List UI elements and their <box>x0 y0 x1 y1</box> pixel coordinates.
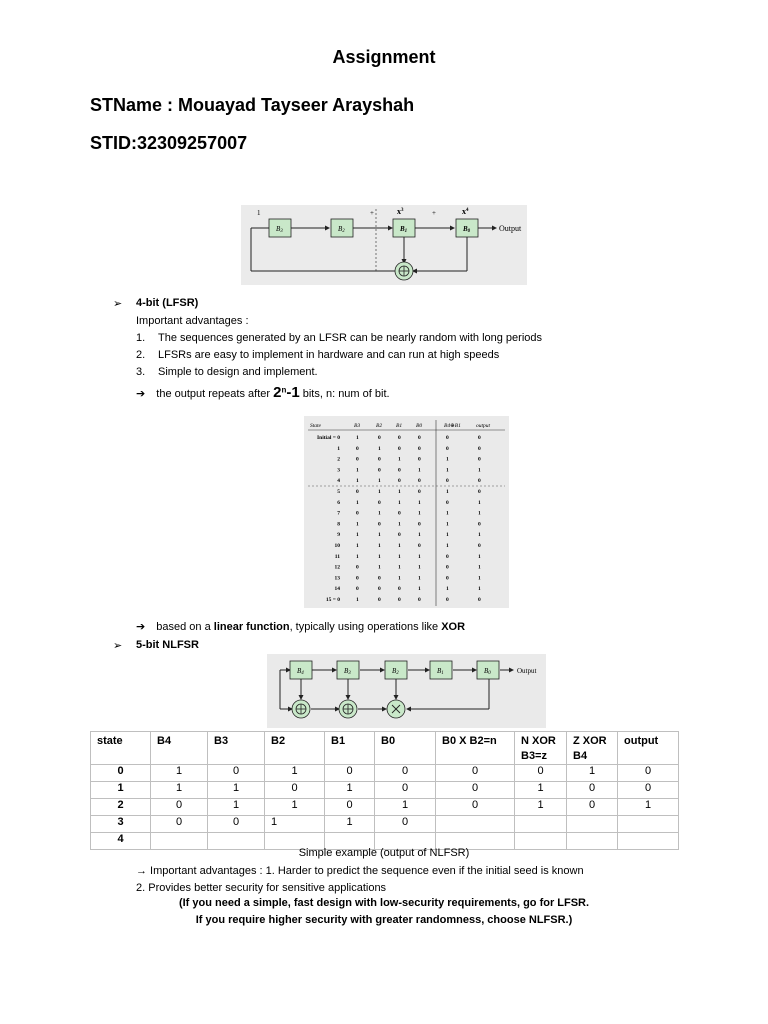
state-table-cell: 0 <box>446 478 449 485</box>
table-header-row <box>91 732 679 765</box>
table-cell: 0 <box>567 799 618 816</box>
state-table-cell: 0 <box>478 478 481 485</box>
svg-text:B1: B1 <box>400 225 408 234</box>
conclusion-line2: If you require higher security with greater randomness, choose NLFSR.) <box>195 914 573 926</box>
state-table-cell: 1 <box>356 435 359 441</box>
lfsr-cell-b1 <box>393 219 415 237</box>
state-table-cell: 1 <box>356 553 359 560</box>
nlfsr-diagram <box>267 654 546 728</box>
lfsr-heading: 4-bit (LFSR) <box>136 297 199 309</box>
state-table-cell: 0 <box>446 499 449 506</box>
bullet-icon: ➢ <box>113 298 123 310</box>
state-table-cell: 1 <box>378 564 381 571</box>
table-cell: 0 <box>375 782 436 799</box>
state-table-cell: 0 <box>446 435 449 441</box>
state-table-cell: 0 <box>446 445 449 452</box>
nlfsr-cell-b2 <box>385 661 407 679</box>
state-table-cell: 0 <box>446 597 449 603</box>
state-table-cell: 6 <box>337 499 340 506</box>
state-table-cell: 0 <box>356 510 359 517</box>
xor-icon <box>339 700 357 718</box>
state-table-cell: 1 <box>378 445 381 452</box>
state-table-cell: 0 <box>418 521 421 528</box>
and-multiply-icon <box>387 700 405 718</box>
table-cell: 2 <box>91 799 151 816</box>
state-table-cell: 1 <box>378 510 381 517</box>
state-table-cell: 0 <box>378 575 381 582</box>
state-table-cell: 1 <box>398 499 401 506</box>
state-table-cell: 0 <box>356 456 359 463</box>
list-item: 3. Simple to design and implement. <box>136 366 318 378</box>
state-table-cell: 0 <box>398 586 401 593</box>
table-header-cell: B0 <box>375 732 436 765</box>
table-cell: 0 <box>436 765 515 782</box>
state-table-cell: 1 <box>446 456 449 463</box>
table-cell: 0 <box>567 782 618 799</box>
lfsr-cell-b0 <box>456 219 478 237</box>
table-cell: 1 <box>265 816 325 833</box>
state-table-cell: 11 <box>334 553 340 560</box>
state-table-cell: 0 <box>356 445 359 452</box>
state-table-cell: 4 <box>337 478 340 485</box>
svg-text:B3: B3 <box>344 667 351 676</box>
table-cell <box>515 816 567 833</box>
state-table-header: B1 <box>396 423 403 429</box>
conclusion-line1: (If you need a simple, fast design with low-security requirements, go for LFSR. <box>178 897 590 909</box>
table-cell: 0 <box>325 765 375 782</box>
table-cell: 0 <box>618 765 679 782</box>
table-cell: 1 <box>567 765 618 782</box>
state-table-cell: 1 <box>418 467 421 474</box>
table-cell <box>436 816 515 833</box>
nlfsr-advantages-line1: → Important advantages : 1. Harder to predict the sequence even if the initial seed is known <box>136 865 584 877</box>
state-table-cell: 1 <box>356 478 359 485</box>
table-header-cell: B1 <box>325 732 375 765</box>
state-table-cell: 1 <box>378 543 381 549</box>
state-table-cell: 1 <box>446 532 449 539</box>
state-table-header: B4⊕B1 <box>444 423 461 429</box>
nlfsr-cell-b4 <box>290 661 312 679</box>
state-table-cell: 0 <box>418 445 421 452</box>
state-table-cell: 1 <box>356 521 359 528</box>
state-table-cell: 1 <box>356 543 359 549</box>
list-item: 2. LFSRs are easy to implement in hardware and can run at high speeds <box>136 349 500 361</box>
table-header-cell: B4 <box>151 732 208 765</box>
table-cell: 1 <box>515 782 567 799</box>
state-table-header: B3 <box>354 423 361 429</box>
state-table-cell: 0 <box>418 456 421 463</box>
state-table-header: B0 <box>416 423 423 429</box>
table-cell: 0 <box>618 782 679 799</box>
table-row <box>91 799 679 816</box>
svg-text:B4: B4 <box>297 667 304 676</box>
state-table-cell: 0 <box>478 445 481 452</box>
state-table-cell: 1 <box>356 532 359 539</box>
linear-function-line: ➔ based on a linear function, typically using operations like XOR <box>136 621 466 633</box>
table-row <box>91 782 679 799</box>
table-header-cell: B0 X B2=n <box>436 732 515 765</box>
state-table-cell: 2 <box>337 456 340 463</box>
state-table-cell: 0 <box>478 543 481 549</box>
state-table-cell: 13 <box>334 575 340 582</box>
state-table-cell: 0 <box>378 435 381 441</box>
state-table-cell: 1 <box>418 564 421 571</box>
lfsr-coef-x3: $x^3$ <box>397 207 404 216</box>
nlfsr-advantages-line2: 2. Provides better security for sensitive applications <box>136 882 387 894</box>
table-cell: 0 <box>325 799 375 816</box>
state-table-cell: 1 <box>478 575 481 582</box>
nlfsr-heading: 5-bit NLFSR <box>136 639 199 651</box>
table-cell: 0 <box>515 765 567 782</box>
repeat-line: ➔ the output repeats after 2$^n$-1 bits, n: num of bit. <box>136 384 390 401</box>
state-table-header: State <box>310 423 321 429</box>
table-cell: 0 <box>436 799 515 816</box>
state-table-cell: 1 <box>446 586 449 593</box>
table-cell: 0 <box>265 782 325 799</box>
state-table-cell: 0 <box>418 435 421 441</box>
state-table-cell: 0 <box>378 467 381 474</box>
table-cell: 1 <box>265 765 325 782</box>
page-title: Assignment <box>332 47 436 67</box>
state-table-cell: 1 <box>398 543 401 549</box>
state-table-cell: 1 <box>478 532 481 539</box>
nlfsr-output-label: Output <box>517 667 537 675</box>
state-table-cell: 1 <box>398 553 401 560</box>
xor-icon <box>292 700 310 718</box>
state-table-cell: 1 <box>478 499 481 506</box>
state-table-cell: 0 <box>356 575 359 582</box>
state-table-cell: 1 <box>478 553 481 560</box>
state-table-cell: 1 <box>418 532 421 539</box>
state-table-cell: 1 <box>446 467 449 474</box>
state-table-cell: 3 <box>337 467 340 474</box>
state-table-cell: 0 <box>356 564 359 571</box>
xor-icon <box>395 262 413 280</box>
table-cell: 3 <box>91 816 151 833</box>
state-table-cell: 0 <box>356 489 359 495</box>
state-table-cell: 14 <box>334 586 340 593</box>
table-cell: 4 <box>91 833 151 850</box>
state-table-cell: 1 <box>446 510 449 517</box>
list-item: 1. The sequences generated by an LFSR can be nearly random with long periods <box>136 332 543 344</box>
lfsr-cell-b3 <box>269 219 291 237</box>
table-cell: 1 <box>325 816 375 833</box>
svg-text:B2: B2 <box>392 667 399 676</box>
state-table-cell: 0 <box>378 499 381 506</box>
state-table-cell: 1 <box>398 521 401 528</box>
state-table-cell: 0 <box>378 456 381 463</box>
state-table-cell: 1 <box>446 489 449 495</box>
state-table-cell: 0 <box>378 586 381 593</box>
lfsr-coef-plus-1: + <box>370 209 374 217</box>
state-table-cell: 5 <box>337 489 340 495</box>
state-table-cell: 1 <box>418 586 421 593</box>
table-header-cell: B2 <box>265 732 325 765</box>
state-table-cell: 1 <box>337 445 340 452</box>
bullet-icon: ➢ <box>113 640 123 652</box>
state-table-cell: 10 <box>334 543 340 549</box>
nlfsr-cell-b0 <box>477 661 499 679</box>
table-cell: 0 <box>436 782 515 799</box>
table-caption: Simple example (output of NLFSR) <box>298 847 470 859</box>
state-table-cell: 1 <box>398 564 401 571</box>
table-header-cell: B3 <box>208 732 265 765</box>
table-cell: 1 <box>208 799 265 816</box>
state-table-cell: 0 <box>446 553 449 560</box>
state-table-cell: 0 <box>478 489 481 495</box>
table-header-cell: output <box>618 732 679 765</box>
table-cell: 1 <box>618 799 679 816</box>
table-cell: 1 <box>151 765 208 782</box>
state-table-cell: 0 <box>378 597 381 603</box>
table-cell: 0 <box>91 765 151 782</box>
state-table-cell: 0 <box>418 478 421 485</box>
state-table-cell: 0 <box>418 489 421 495</box>
state-table-cell: 0 <box>418 543 421 549</box>
state-table-cell: 1 <box>378 489 381 495</box>
state-table-cell: 1 <box>418 575 421 582</box>
state-table-cell: 0 <box>378 521 381 528</box>
table-cell: 1 <box>325 782 375 799</box>
nlfsr-cell-b1 <box>430 661 452 679</box>
arrow-icon: ➔ <box>136 388 146 400</box>
lfsr-coef-1: 1 <box>257 209 261 217</box>
state-table-cell: 0 <box>398 532 401 539</box>
table-cell: 1 <box>375 799 436 816</box>
table-row <box>91 765 679 782</box>
table-cell: 1 <box>265 799 325 816</box>
table-header-cell: state <box>91 732 151 765</box>
student-name: STName : Mouayad Tayseer Arayshah <box>90 95 415 115</box>
state-table-cell: 0 <box>478 456 481 463</box>
state-table-cell: Initial = 0 <box>317 435 340 441</box>
state-table-cell: 0 <box>398 467 401 474</box>
table-cell: 0 <box>208 765 265 782</box>
state-table-cell: 1 <box>418 553 421 560</box>
state-table-cell: 1 <box>478 467 481 474</box>
state-table-cell: 1 <box>378 532 381 539</box>
lfsr-coef-plus-2: + <box>432 209 436 217</box>
lfsr-coef-x4: $x^4$ <box>462 207 469 216</box>
state-table-cell: 1 <box>446 521 449 528</box>
state-table-cell: 0 <box>398 435 401 441</box>
svg-text:B0: B0 <box>463 225 471 234</box>
svg-text:B2: B2 <box>338 225 345 234</box>
state-table-cell: 0 <box>398 445 401 452</box>
table-cell: 0 <box>151 816 208 833</box>
state-table-header: output <box>476 423 491 429</box>
student-id: STID:32309257007 <box>90 133 248 153</box>
svg-text:B0: B0 <box>484 667 491 676</box>
state-table-cell: 1 <box>398 575 401 582</box>
state-table-cell: 9 <box>337 532 340 539</box>
state-table-cell: 0 <box>478 597 481 603</box>
table-header-cell: Z XOR B4 <box>567 732 618 765</box>
state-table-cell: 0 <box>356 586 359 593</box>
state-table-header: B2 <box>376 423 383 429</box>
table-cell: 1 <box>151 782 208 799</box>
state-table-cell: 1 <box>356 467 359 474</box>
table-cell: 1 <box>515 799 567 816</box>
state-table-cell: 1 <box>356 499 359 506</box>
table-cell: 0 <box>375 765 436 782</box>
nlfsr-table <box>90 731 679 850</box>
state-table-cell: 0 <box>418 597 421 603</box>
state-table-cell: 7 <box>337 510 340 517</box>
arrow-icon: ➔ <box>136 621 146 633</box>
state-table-cell: 0 <box>398 510 401 517</box>
lfsr-state-table <box>304 416 509 608</box>
state-table-cell: 1 <box>398 456 401 463</box>
state-table-cell: 0 <box>478 435 481 441</box>
lfsr-diagram <box>241 205 527 285</box>
state-table-cell: 1 <box>418 499 421 506</box>
lfsr-cell-b2 <box>331 219 353 237</box>
state-table-cell: 0 <box>398 597 401 603</box>
state-table-cell: 15 = 0 <box>325 597 340 603</box>
table-cell: 0 <box>375 816 436 833</box>
state-table-cell: 12 <box>334 564 340 571</box>
table-cell: 1 <box>208 782 265 799</box>
state-table-cell: 1 <box>478 564 481 571</box>
state-table-cell: 1 <box>356 597 359 603</box>
state-table-cell: 1 <box>446 543 449 549</box>
state-table-cell: 0 <box>478 521 481 528</box>
state-table-cell: 1 <box>478 510 481 517</box>
table-cell: 0 <box>208 816 265 833</box>
table-row <box>91 816 679 833</box>
state-table-cell: 1 <box>418 510 421 517</box>
state-table-cell: 0 <box>446 575 449 582</box>
state-table-cell: 1 <box>378 478 381 485</box>
table-cell <box>567 816 618 833</box>
state-table-cell: 1 <box>478 586 481 593</box>
state-table-cell: 1 <box>378 553 381 560</box>
table-cell <box>618 816 679 833</box>
table-cell: 1 <box>91 782 151 799</box>
state-table-cell: 1 <box>398 489 401 495</box>
state-table-cell: 0 <box>446 564 449 571</box>
lfsr-output-label: Output <box>499 224 522 233</box>
state-table-cell: 0 <box>398 478 401 485</box>
svg-text:B3: B3 <box>276 225 283 234</box>
nlfsr-cell-b3 <box>337 661 359 679</box>
table-header-cell: N XOR B3=z <box>515 732 567 765</box>
lfsr-advantages-intro: Important advantages : <box>136 315 249 327</box>
state-table-cell: 8 <box>337 521 340 528</box>
table-cell: 0 <box>151 799 208 816</box>
svg-text:B1: B1 <box>437 667 444 676</box>
